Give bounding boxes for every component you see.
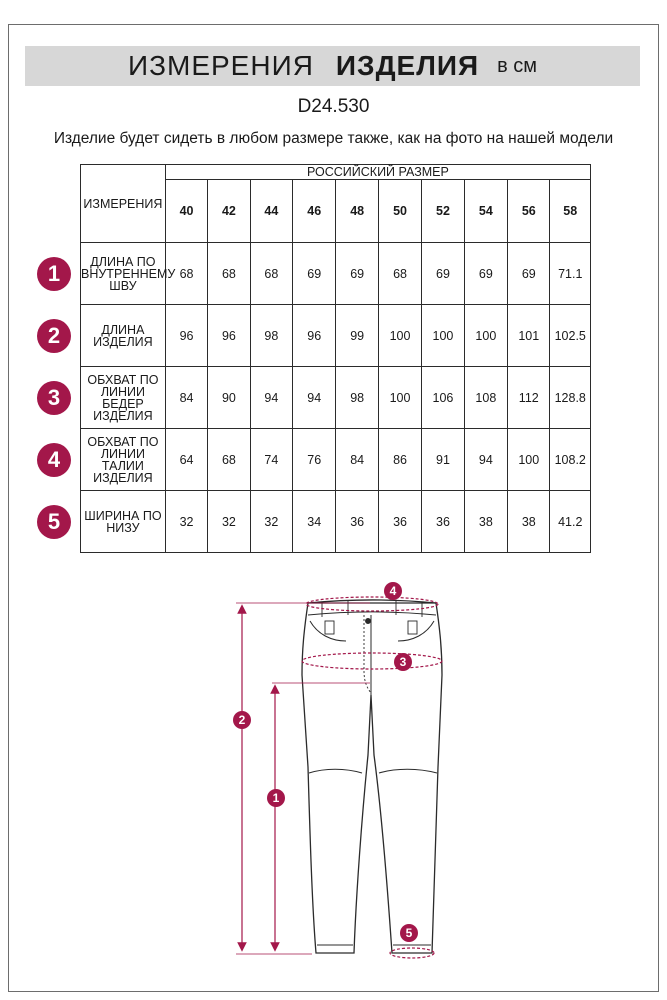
measure-guides [236, 597, 442, 958]
svg-text:5: 5 [405, 926, 413, 940]
marker-4 [384, 582, 402, 600]
measurement-value: 32 [165, 491, 207, 553]
row-number-badge: 3 [37, 381, 71, 415]
measurement-label: ДЛИНА ПО ВНУТРЕННЕМУ ШВУ [81, 243, 166, 305]
measurement-value: 34 [293, 491, 336, 553]
measurement-value: 96 [165, 305, 207, 367]
measurement-value: 100 [378, 305, 421, 367]
measurement-value: 94 [464, 429, 507, 491]
title-word-measurements: ИЗМЕРЕНИЯ [127, 50, 314, 81]
measurement-value: 84 [165, 367, 207, 429]
measurement-value: 106 [422, 367, 464, 429]
table-row [81, 367, 591, 429]
measurement-value: 68 [208, 429, 250, 491]
svg-text:3: 3 [399, 655, 407, 669]
measurement-value: 68 [378, 243, 421, 305]
measurement-value: 68 [250, 243, 292, 305]
measurement-value: 68 [208, 243, 250, 305]
title-bar [25, 46, 640, 86]
size-header-cell: 40 [165, 180, 207, 243]
measurement-value: 101 [508, 305, 550, 367]
measurement-value: 98 [336, 367, 378, 429]
measurement-value: 98 [250, 305, 292, 367]
size-header-cell: 46 [293, 180, 336, 243]
measurement-label: ДЛИНА ИЗДЕЛИЯ [81, 305, 166, 367]
size-table [80, 164, 591, 553]
table-row [81, 429, 591, 491]
trousers-diagram [0, 575, 667, 1000]
marker-3 [394, 653, 412, 671]
table-row [81, 243, 591, 305]
measurements-body [81, 243, 591, 553]
measurement-value: 108 [464, 367, 507, 429]
measurement-value: 32 [250, 491, 292, 553]
measurement-value: 112 [508, 367, 550, 429]
size-header-cell: 48 [336, 180, 378, 243]
measurement-value: 36 [336, 491, 378, 553]
measurement-value: 94 [293, 367, 336, 429]
table-row [81, 305, 591, 367]
measurement-value: 99 [336, 305, 378, 367]
marker-5 [400, 924, 418, 942]
size-system-header: РОССИЙСКИЙ РАЗМЕР [165, 165, 590, 180]
marker-2 [233, 711, 251, 729]
measurement-value: 64 [165, 429, 207, 491]
measurement-label: ОБХВАТ ПО ЛИНИИ БЕДЕР ИЗДЕЛИЯ [81, 367, 166, 429]
measurement-value: 100 [422, 305, 464, 367]
measurement-value: 32 [208, 491, 250, 553]
size-header-cell: 50 [378, 180, 421, 243]
title-units: в см [497, 54, 538, 77]
measurement-value: 71.1 [550, 243, 591, 305]
size-header-cell: 56 [508, 180, 550, 243]
row-number-badge: 4 [37, 443, 71, 477]
measurement-value: 69 [508, 243, 550, 305]
fit-note: Изделие будет сидеть в любом размере также, как на фото на нашей модели [53, 130, 614, 147]
measurement-value: 41.2 [550, 491, 591, 553]
measurement-value: 128.8 [550, 367, 591, 429]
measurement-value: 90 [208, 367, 250, 429]
measurement-value: 96 [208, 305, 250, 367]
size-header-cell: 54 [464, 180, 507, 243]
measurement-value: 102.5 [550, 305, 591, 367]
measurement-value: 76 [293, 429, 336, 491]
article-code: D24.530 [297, 96, 370, 117]
measurement-value: 100 [508, 429, 550, 491]
row-number-badge: 2 [37, 319, 71, 353]
trousers-outline [302, 600, 442, 953]
size-header-cell: 44 [250, 180, 292, 243]
measurements-header: ИЗМЕРЕНИЯ [81, 165, 166, 243]
title-word-product: ИЗДЕЛИЯ [335, 50, 480, 81]
measurement-value: 69 [293, 243, 336, 305]
measurement-value: 108.2 [550, 429, 591, 491]
marker-1 [267, 789, 285, 807]
row-number-badge: 5 [37, 505, 71, 539]
measurement-value: 86 [378, 429, 421, 491]
svg-text:4: 4 [389, 584, 397, 598]
measurement-value: 96 [293, 305, 336, 367]
size-header-cell: 42 [208, 180, 250, 243]
size-header-cell: 52 [422, 180, 464, 243]
measurement-value: 38 [464, 491, 507, 553]
size-header-cell: 58 [550, 180, 591, 243]
svg-text:1: 1 [272, 791, 280, 805]
measurement-value: 36 [378, 491, 421, 553]
measurement-value: 94 [250, 367, 292, 429]
measurement-value: 36 [422, 491, 464, 553]
measurement-value: 69 [422, 243, 464, 305]
measurement-value: 69 [464, 243, 507, 305]
measurement-value: 38 [508, 491, 550, 553]
measurement-value: 68 [165, 243, 207, 305]
table-row [81, 491, 591, 553]
measurement-value: 84 [336, 429, 378, 491]
row-number-badge: 1 [37, 257, 71, 291]
measurement-value: 69 [336, 243, 378, 305]
measurement-value: 100 [378, 367, 421, 429]
measurement-value: 91 [422, 429, 464, 491]
svg-text:2: 2 [238, 713, 246, 727]
measurement-value: 100 [464, 305, 507, 367]
measurement-value: 74 [250, 429, 292, 491]
measurement-label: ШИРИНА ПО НИЗУ [81, 491, 166, 553]
measurement-label: ОБХВАТ ПО ЛИНИИ ТАЛИИ ИЗДЕЛИЯ [81, 429, 166, 491]
